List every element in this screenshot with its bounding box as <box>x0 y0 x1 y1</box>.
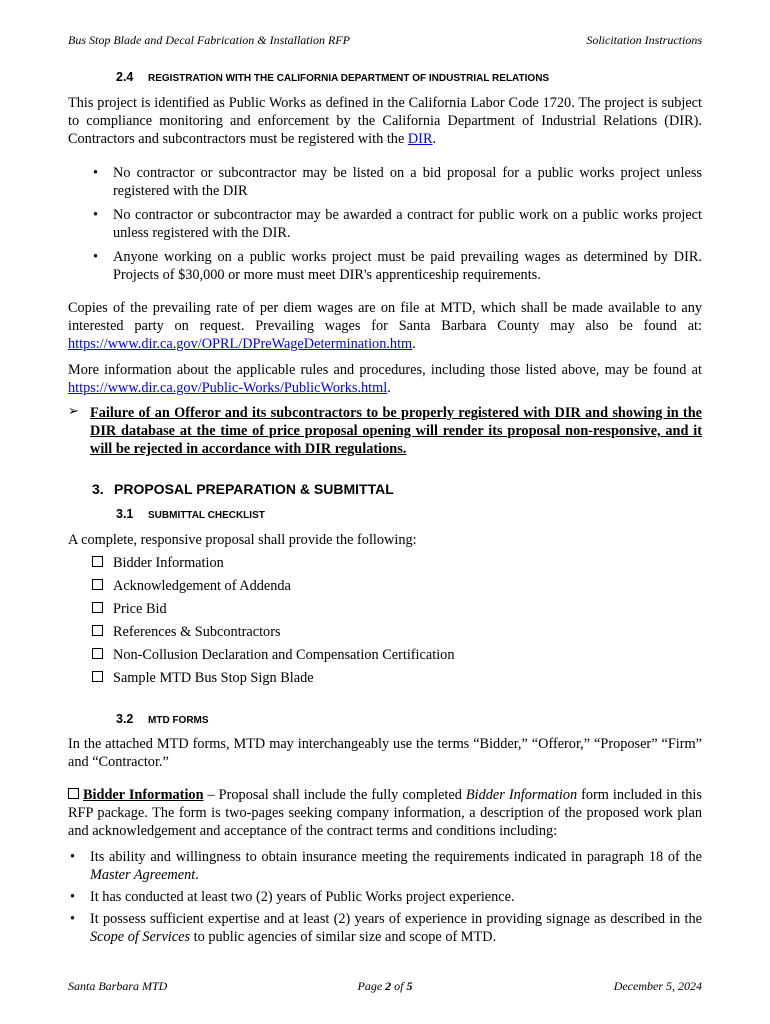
footer-org: Santa Barbara MTD <box>68 979 168 993</box>
warning-block <box>68 404 702 458</box>
prevailing-wage-link[interactable]: https://www.dir.ca.gov/OPRL/DPreWageDetermination.htm <box>68 336 413 352</box>
list-item: • Its ability and willingness to obtain insurance meeting the requirements indicated in paragraph 18 of the Master Agreement. <box>70 849 702 883</box>
section-2-4-title: REGISTRATION WITH THE CALIFORNIA DEPARTMENT OF INDUSTRIAL RELATIONS <box>148 73 550 84</box>
checkbox-icon <box>92 648 103 659</box>
checklist-item: Acknowledgement of Addenda <box>92 577 291 595</box>
checkbox-icon <box>92 579 103 590</box>
warning-text: Failure of an Offeror and its subcontractors to be properly registered with DIR and showing in the DIR database at the time of price proposal opening will render its proposal non-responsive, and it will be rejected in accordance with DIR regulations. <box>90 405 702 457</box>
list-item: • No contractor or subcontractor may be listed on a bid proposal for a public works project unless registered with the DIR <box>93 165 702 199</box>
bidder-information-paragraph: Bidder Information – Proposal shall include the fully completed Bidder Information form included in this RFP package. The form is two-pages seeking company information, a description of the proposed work plan and acknowledgement and acceptance of the contract terms and conditions including: <box>68 787 702 839</box>
checkbox-icon <box>92 556 103 567</box>
section-3-2-heading: 3.2 MTD FORMS <box>116 712 209 726</box>
section-3-1-title: SUBMITTAL CHECKLIST <box>148 510 265 521</box>
checklist-intro: A complete, responsive proposal shall provide the following: <box>68 532 417 548</box>
section-2-4-intro: This project is identified as Public Works as defined in the California Labor Code 1720. The project is subject to compliance monitoring and enforcement by the California Department of Industrial Relations (DIR). Contractors and subcontractors must be registered with the DIR. <box>68 95 702 147</box>
checklist-item: Price Bid <box>92 600 167 618</box>
list-item: • No contractor or subcontractor may be awarded a contract for public work on a public works project unless registered with the DIR. <box>93 207 702 241</box>
page-number: Page 2 of 5 <box>357 979 413 993</box>
page-header <box>68 33 702 48</box>
section-2-4-heading: 2.4 REGISTRATION WITH THE CALIFORNIA DEPARTMENT OF INDUSTRIAL RELATIONS <box>116 70 550 84</box>
checkbox-icon <box>92 671 103 682</box>
checkbox-icon <box>68 788 79 799</box>
dir-link[interactable]: DIR <box>407 131 433 147</box>
checklist-item: References & Subcontractors <box>92 623 281 641</box>
checklist-item: Bidder Information <box>92 554 224 572</box>
header-title: Bus Stop Blade and Decal Fabrication & Installation RFP <box>68 33 350 47</box>
list-item: • It possess sufficient expertise and at least (2) years of experience in providing signage as described in the Scope of Services to public agencies of similar size and scope of MTD. <box>70 911 702 945</box>
forms-intro: In the attached MTD forms, MTD may interchangeably use the terms “Bidder,” “Offeror,” “Proposer” “Firm” and “Contractor.” <box>68 736 702 770</box>
header-section: Solicitation Instructions <box>586 33 702 47</box>
section-3-1-heading: 3.1 SUBMITTAL CHECKLIST <box>116 507 265 521</box>
section-3-title: PROPOSAL PREPARATION & SUBMITTAL <box>114 481 394 497</box>
wages-paragraph: Copies of the prevailing rate of per diem wages are on file at MTD, which shall be made available to any interested party on request. Prevailing wages for Santa Barbara County may also be found at: https://www.dir.ca.gov/OPRL/DPreWageDetermination.htm. <box>68 300 702 352</box>
more-info-paragraph: More information about the applicable rules and procedures, including those listed above, may be found at https://www.dir.ca.gov/Public-Works/PublicWorks.html. <box>68 362 702 396</box>
checkbox-icon <box>92 602 103 613</box>
checklist-item: Non-Collusion Declaration and Compensation Certification <box>92 646 454 664</box>
checkbox-icon <box>92 625 103 636</box>
section-3-heading: 3. PROPOSAL PREPARATION & SUBMITTAL <box>92 481 394 497</box>
list-item: • Anyone working on a public works project must be paid prevailing wages as determined by DIR. Projects of $30,000 or more must meet DIR's apprenticeship requirements. <box>93 249 702 283</box>
checklist-item: Sample MTD Bus Stop Sign Blade <box>92 669 314 687</box>
page-footer <box>68 979 702 994</box>
footer-date: December 5, 2024 <box>613 979 702 993</box>
arrow-bullet-icon: ➢ <box>68 404 79 419</box>
list-item: • It has conducted at least two (2) years of Public Works project experience. <box>70 889 515 905</box>
section-3-2-title: MTD FORMS <box>148 715 209 726</box>
public-works-link[interactable]: https://www.dir.ca.gov/Public-Works/PublicWorks.html <box>68 380 388 396</box>
